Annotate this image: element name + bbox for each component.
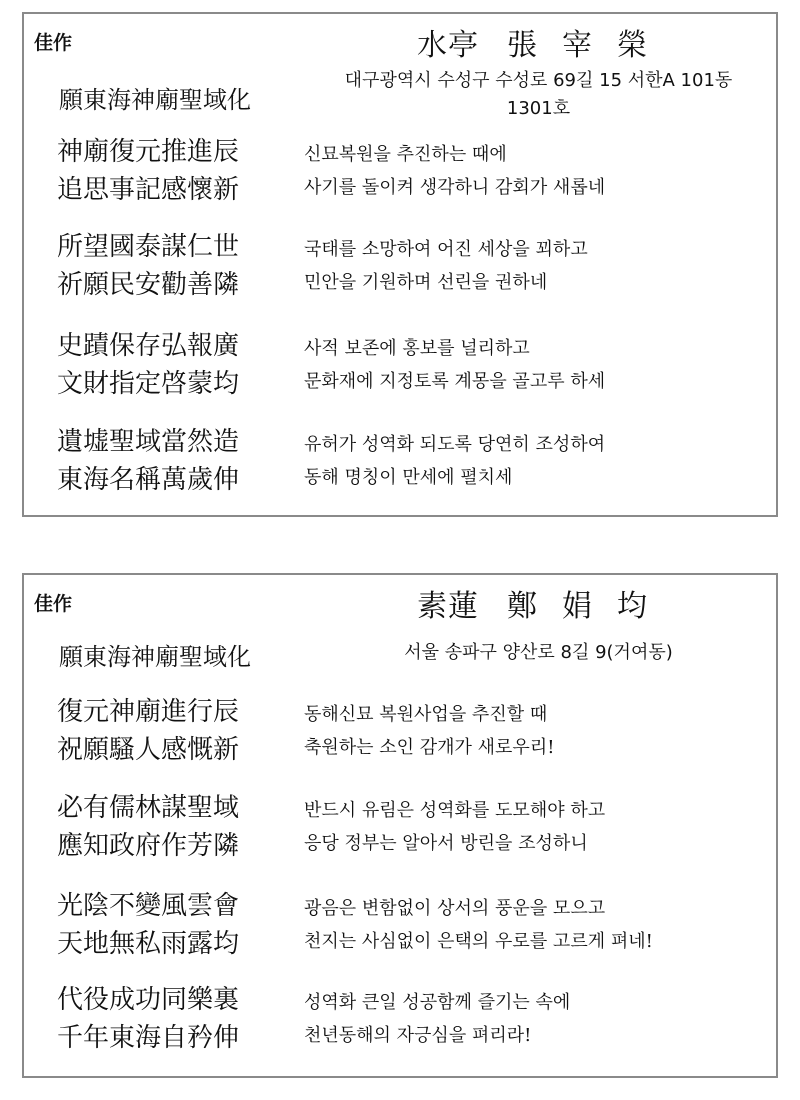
award-label: 佳作 <box>34 593 73 615</box>
address <box>301 639 776 667</box>
stanza <box>24 891 776 967</box>
korean-line: 유허가 성역화 되도록 당연히 조성하여 <box>304 434 606 455</box>
pen-name: 水亭 <box>417 28 479 63</box>
poem-title: 願東海神廟聖域化 <box>59 86 251 114</box>
hanja-line: 代役成功同樂裏 <box>57 985 240 1015</box>
stanza <box>24 985 776 1061</box>
korean-line: 민안을 기원하며 선린을 권하네 <box>304 272 548 293</box>
hanja-line: 遺墟聖域當然造 <box>57 427 240 457</box>
hanja-line: 祈願民安勸善隣 <box>57 270 240 300</box>
korean-line: 동해신묘 복원사업을 추진할 때 <box>304 704 548 725</box>
author <box>301 581 776 625</box>
poem-card-1 <box>22 12 778 517</box>
author-name-char: 榮 <box>617 28 648 63</box>
korean-line: 응당 정부는 알아서 방린을 조성하니 <box>304 833 588 854</box>
korean-line: 신묘복원을 추진하는 때에 <box>304 144 507 165</box>
author-name-char: 張 <box>507 28 538 63</box>
hanja-line: 祝願騷人感慨新 <box>57 735 240 765</box>
korean-line: 사기를 돌이켜 생각하니 감회가 새롭네 <box>304 177 606 198</box>
stanza <box>24 697 776 773</box>
stanza <box>24 137 776 213</box>
award-label: 佳作 <box>34 32 73 54</box>
korean-line: 국태를 소망하여 어진 세상을 꾀하고 <box>304 239 588 260</box>
address-line: 서울 송파구 양산로 8길 9(거여동) <box>404 642 673 663</box>
hanja-line: 追思事記感懷新 <box>57 175 240 205</box>
stanza <box>24 427 776 503</box>
hanja-line: 應知政府作芳隣 <box>57 831 240 861</box>
poem-title: 願東海神廟聖域化 <box>59 643 251 671</box>
author-name-char: 宰 <box>562 28 593 63</box>
korean-line: 문화재에 지정토록 계몽을 골고루 하세 <box>304 371 606 392</box>
author-name-char: 均 <box>617 589 648 624</box>
author <box>301 20 776 64</box>
hanja-line: 神廟復元推進辰 <box>57 137 240 167</box>
address <box>301 67 776 123</box>
hanja-line: 必有儒林謀聖域 <box>57 793 240 823</box>
hanja-line: 東海名稱萬歲伸 <box>57 465 240 495</box>
stanza <box>24 232 776 308</box>
address-line: 1301호 <box>506 98 571 119</box>
stanza <box>24 331 776 407</box>
korean-line: 반드시 유림은 성역화를 도모해야 하고 <box>304 800 606 821</box>
hanja-line: 復元神廟進行辰 <box>57 697 240 727</box>
hanja-line: 光陰不變風雲會 <box>57 891 240 921</box>
korean-line: 천지는 사심없이 은택의 우로를 고르게 펴네! <box>304 931 653 952</box>
korean-line: 광음은 변함없이 상서의 풍운을 모으고 <box>304 898 606 919</box>
korean-line: 천년동해의 자긍심을 펴리라! <box>304 1025 532 1046</box>
hanja-line: 所望國泰謀仁世 <box>57 232 240 262</box>
hanja-line: 史蹟保存弘報廣 <box>57 331 240 361</box>
pen-name: 素蓮 <box>417 589 479 624</box>
korean-line: 사적 보존에 홍보를 널리하고 <box>304 338 530 359</box>
hanja-line: 千年東海自矜伸 <box>57 1023 240 1053</box>
address-line: 대구광역시 수성구 수성로 69길 15 서한A 101동 <box>344 70 733 91</box>
author-name-char: 娟 <box>562 589 593 624</box>
hanja-line: 文財指定啓蒙均 <box>57 369 240 399</box>
korean-line: 성역화 큰일 성공함께 즐기는 속에 <box>304 992 571 1013</box>
poem-card-2 <box>22 573 778 1078</box>
korean-line: 축원하는 소인 감개가 새로우리! <box>304 737 555 758</box>
author-name-char: 鄭 <box>507 589 538 624</box>
korean-line: 동해 명칭이 만세에 펼치세 <box>304 467 513 488</box>
stanza <box>24 793 776 869</box>
hanja-line: 天地無私雨露均 <box>57 929 240 959</box>
